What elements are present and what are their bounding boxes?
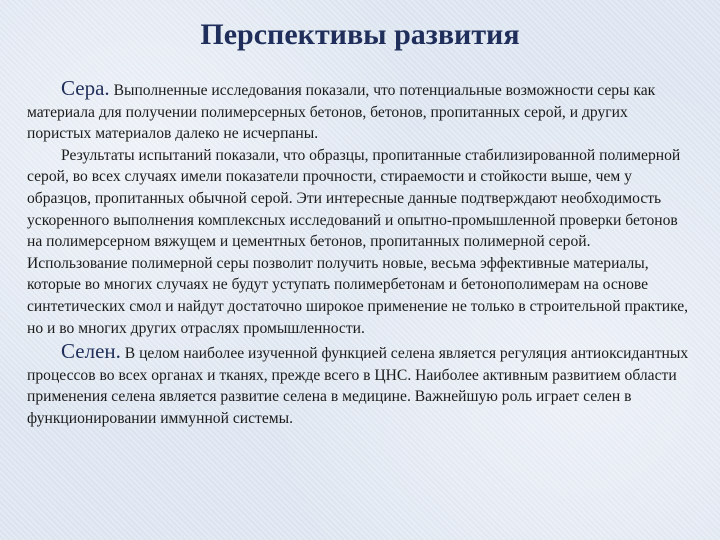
sera-text-1: Выполненные исследования показали, что потенциальные возможности серы как материала для получении полимерсерных бетонов, бетонов, пропитанных серой, и других пористых материалов далеко не исчерпаны. (27, 82, 656, 143)
selen-paragraph (27, 341, 695, 429)
slide-body (27, 78, 695, 430)
sera-heading: Сера. (61, 76, 110, 100)
sera-paragraph-1 (27, 78, 695, 145)
selen-heading: Селен. (61, 339, 121, 364)
page-title: Перспективы развития (200, 18, 520, 51)
selen-text: В целом наиболее изученной функцией селена является регуляция антиоксидантных процессов во всех органах и тканях, прежде всего в ЦНС. Наиболее активным развитием области применения селена является развитие селена в медицине. Важнейшую роль играет селен в функционировании иммунной системы. (27, 345, 689, 427)
sera-paragraph-3: Использование полимерной серы позволит получить новые, весьма эффективные материалы, которые во многих случаях не будут уступать полимербетонам и бетонополимерам на основе синтетических смол и найдут достаточно широкое применение не только в строительной практике, но и во многих других отраслях промышленности. (27, 254, 689, 337)
sera-paragraph-2: Результаты испытаний показали, что образцы, пропитанные стабилизированной полимерной серой, во всех случаях имели показатели прочности, стираемости и стойкости выше, чем у образцов, пропитанных обычной серой. Эти интересные данные подтверждают необходимость ускоренного выполнения комплексных исследований и опытно-промышленной проверки бетонов на полимерсерном вяжущем и цементных бетонов, пропитанных полимерной серой. (27, 146, 681, 251)
